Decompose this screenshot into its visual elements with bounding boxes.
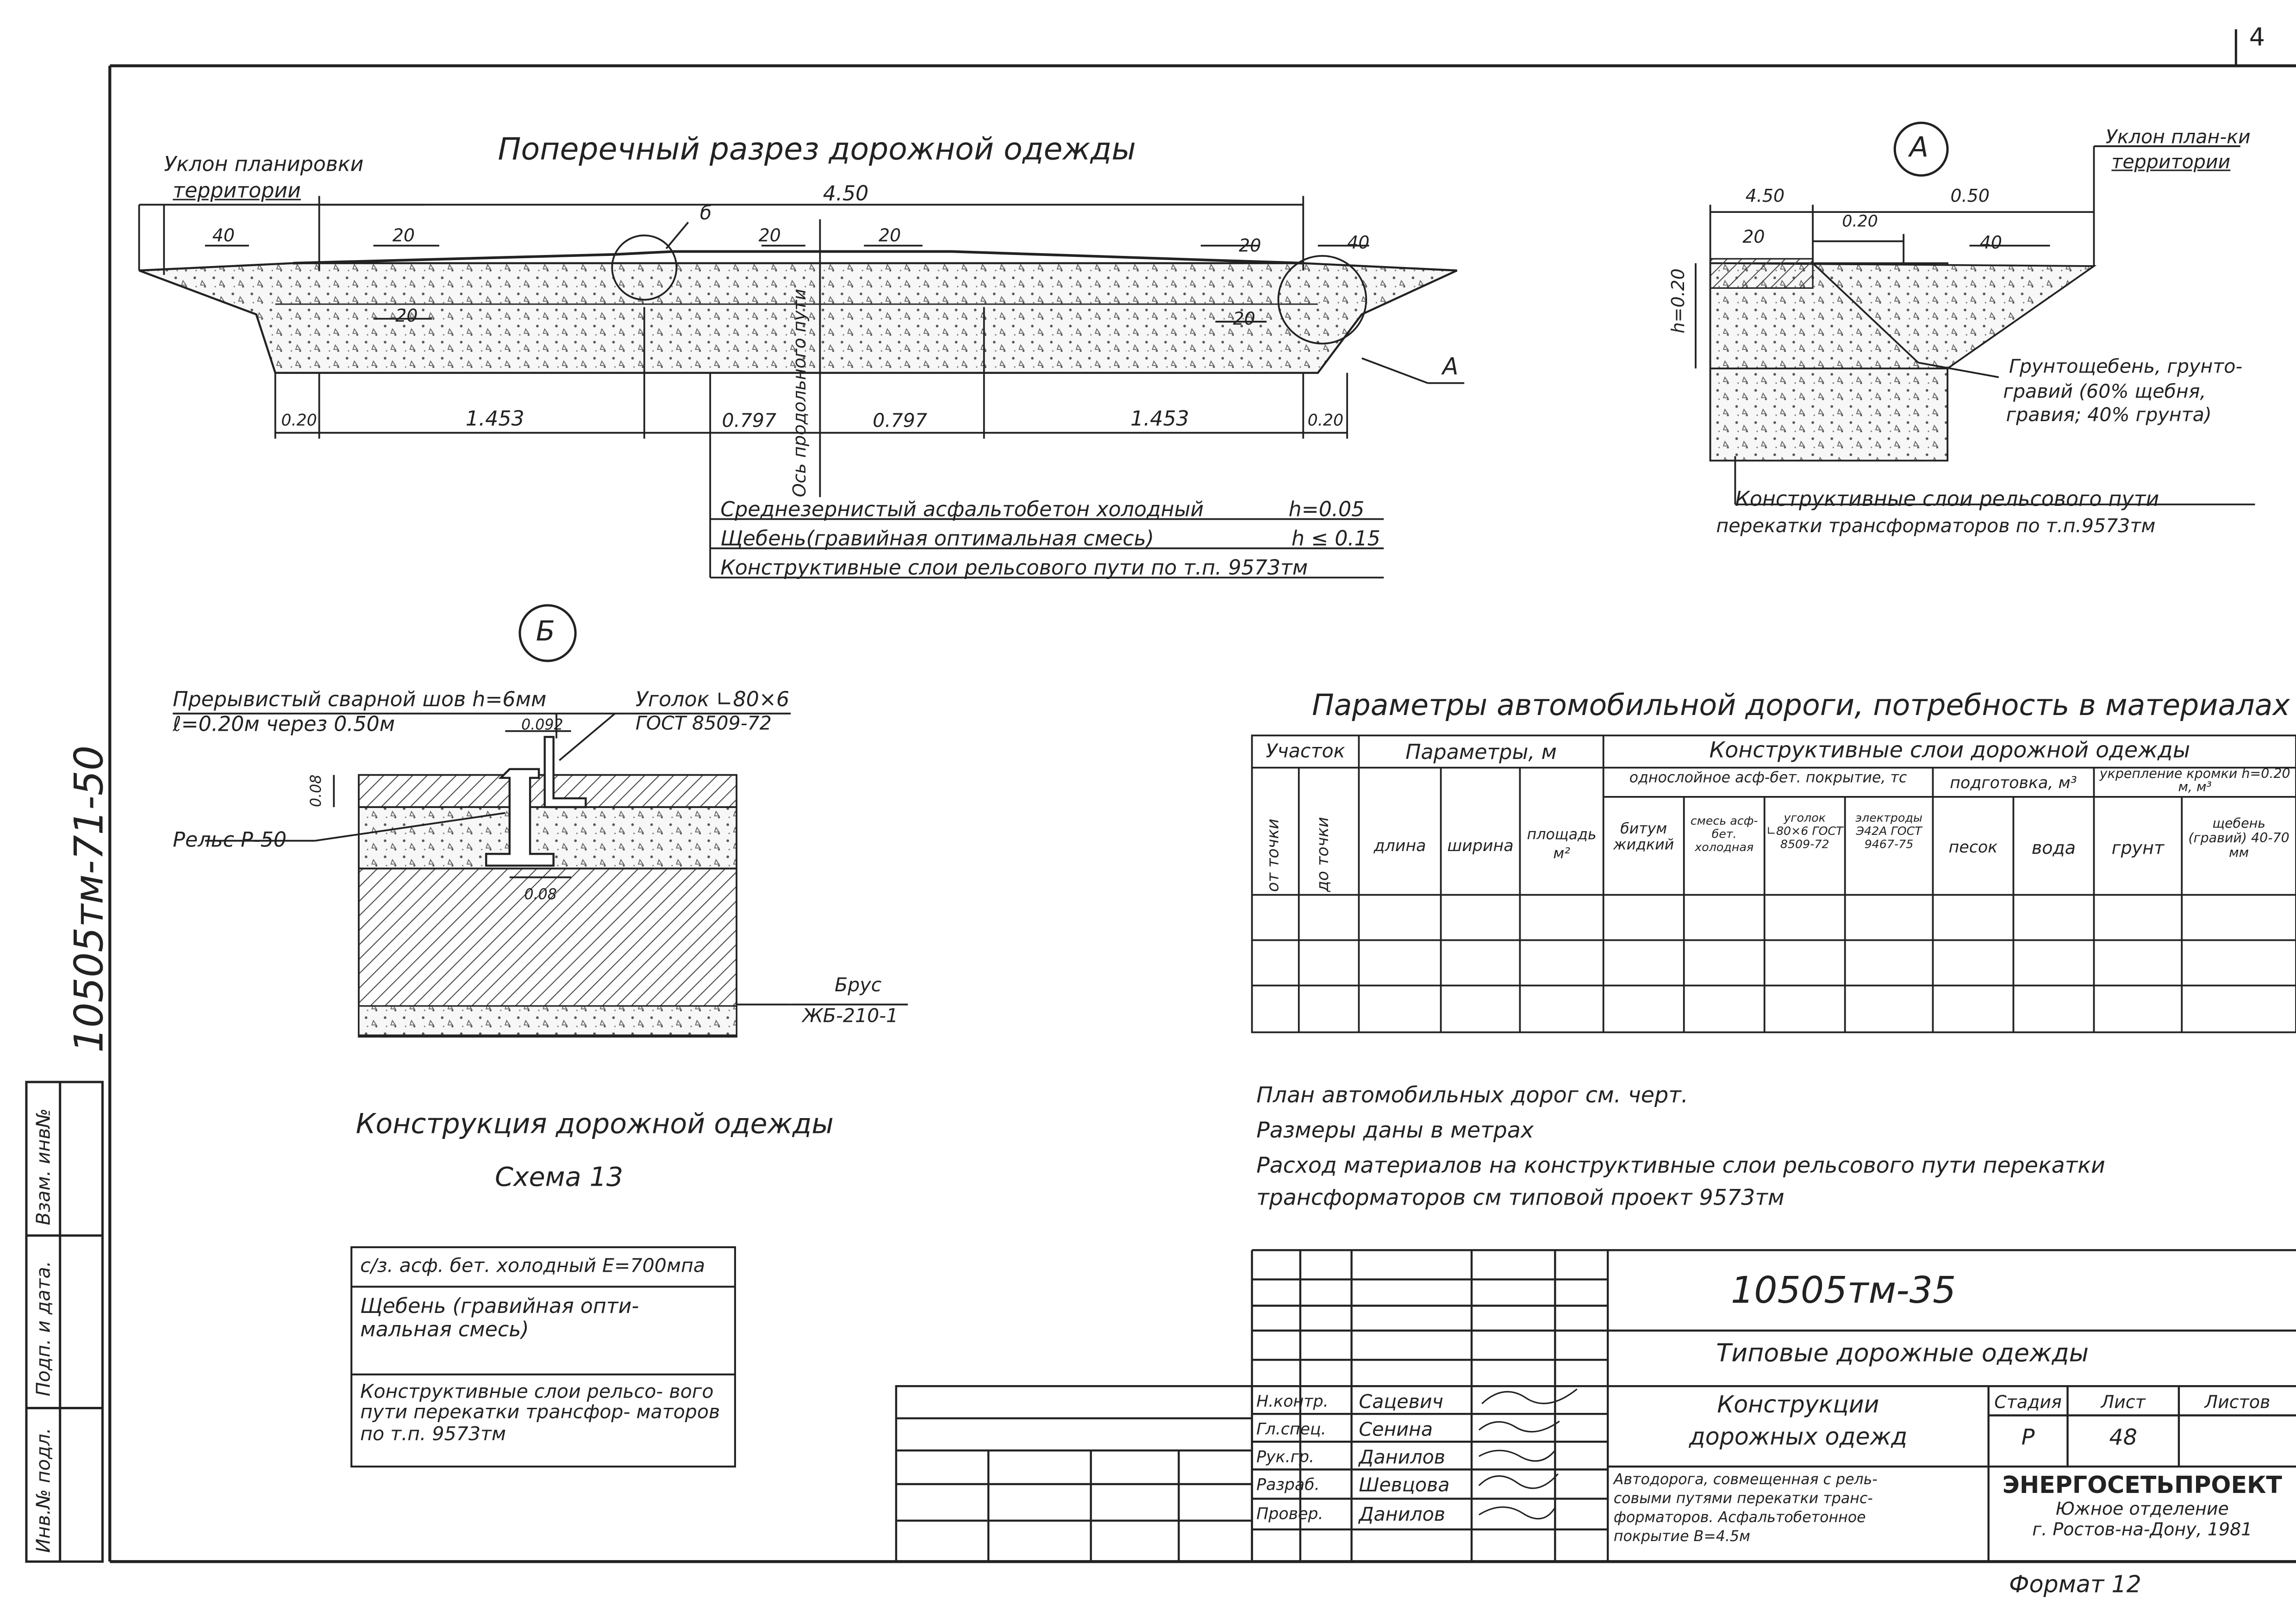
title-desc-line1: Автодорога, совмещенная с рель- — [1613, 1472, 1878, 1489]
dim-label: 20 — [395, 305, 418, 326]
title-org-branch: Южное отделение — [2055, 1499, 2229, 1519]
side-label-inventory: Инв.№ подл. — [33, 1428, 56, 1553]
detail-a-dim: 4.50 — [1745, 186, 1785, 206]
dim-lower: 0.20 — [1307, 410, 1344, 430]
dim-label: 20 — [1233, 308, 1255, 329]
scheme-row-rail-layers: Конструктивные слои рельсо- вого пути перекатки трансфор- маторов по т.п. 9573тм — [360, 1381, 720, 1446]
rail-label: Рельс Р-50 — [173, 829, 287, 852]
signature-role: Разраб. — [1256, 1475, 1320, 1494]
legend-rail-layers: Конструктивные слои рельсового пути по т.п. 9573тм — [720, 557, 1308, 581]
signature-role: Рук.гр. — [1256, 1447, 1315, 1467]
signature-name: Сацевич — [1359, 1392, 1443, 1414]
legend-asphalt-thickness: h=0.05 — [1288, 498, 1365, 522]
dim-lower: 1.453 — [1130, 408, 1189, 432]
detail-b-dim: 0.08 — [309, 774, 325, 808]
params-col-bitumen: битум жидкий — [1613, 821, 1674, 854]
detail-a-dim: 40 — [1979, 232, 2003, 253]
params-col-area: площадь м² — [1527, 827, 1597, 863]
angle-note-line2: ГОСТ 8509-72 — [635, 713, 772, 736]
params-group-layers: Конструктивные слои дорожной одежды — [1709, 737, 2190, 764]
title-sheets-label: Листов — [2204, 1392, 2271, 1413]
params-col-electrodes: электроды Э42А ГОСТ 9467-75 — [1855, 811, 1922, 851]
signature-name: Данилов — [1359, 1505, 1446, 1527]
title-org-city: г. Ростов-на-Дону, 1981 — [2032, 1519, 2252, 1540]
section-a-mark: А — [1442, 352, 1459, 380]
detail-a-dim: 20 — [1742, 226, 1765, 247]
title-stage-label: Стадия — [1994, 1392, 2062, 1413]
dim-lower: 1.453 — [465, 408, 524, 432]
scheme-title: Конструкция дорожной одежды — [356, 1108, 834, 1141]
title-desc-line4: покрытие В=4.5м — [1613, 1529, 1750, 1546]
dim-lower: 0.797 — [873, 410, 928, 433]
detail-a-slope-line1: Уклон план-ки — [2105, 127, 2251, 149]
params-subgroup-asphalt: однослойное асф-бет. покрытие, тс — [1629, 771, 1907, 787]
note-line: Расход материалов на конструктивные слои рельсового пути перекатки — [1256, 1152, 2105, 1179]
slope-note-line2: территории — [173, 180, 301, 204]
signature-role: Провер. — [1256, 1505, 1323, 1524]
scheme-row-asphalt: с/з. асф. бет. холодный Е=700мпа — [360, 1256, 705, 1278]
angle-note-line1: Уголок ∟80×6 — [635, 689, 790, 712]
detail-a-dim: 0.20 — [1842, 212, 1878, 231]
signature-name: Шевцова — [1359, 1475, 1450, 1498]
detail-b-label: Б — [536, 616, 555, 648]
signature-name: Данилов — [1359, 1447, 1446, 1470]
signature-role: Н.контр. — [1256, 1392, 1329, 1411]
beam-label-line1: Брус — [835, 975, 882, 997]
note-line: Размеры даны в метрах — [1256, 1117, 1534, 1144]
weld-note-line1: Прерывистый сварной шов h=6мм — [173, 689, 547, 712]
scheme-subtitle: Схема 13 — [495, 1162, 624, 1194]
params-subgroup-edge: укрепление кромки h=0.20 м, м³ — [2099, 767, 2290, 796]
detail-a-note-line1: Конструктивные слои рельсового пути — [1735, 488, 2159, 512]
dim-label: 20 — [1239, 235, 1261, 256]
dim-total-width: 4.50 — [823, 182, 869, 206]
detail-a-label: А — [1909, 131, 1929, 164]
title-sheet-line1: Конструкции — [1717, 1390, 1879, 1418]
detail-a-height: h=0.20 — [1667, 268, 1689, 334]
title-organization: ЭНЕРГОСЕТЬПРОЕКТ — [2002, 1471, 2282, 1499]
dim-lower: 0.20 — [281, 410, 317, 430]
title-sheet-label: Лист — [2101, 1392, 2146, 1413]
legend-crushed-stone-thickness: h ≤ 0.15 — [1291, 528, 1380, 552]
note-line: План автомобильных дорог см. черт. — [1256, 1082, 1688, 1108]
params-col-asphalt-mix: смесь асф-бет. холодная — [1690, 814, 1758, 853]
title-desc-line3: форматоров. Асфальтобетонное — [1613, 1510, 1866, 1527]
side-label-signature: Подп. и дата. — [33, 1261, 56, 1397]
signature-role: Гл.спец. — [1256, 1419, 1326, 1439]
note-line: трансформаторов см типовой проект 9573тм — [1256, 1184, 1784, 1211]
detail-b-drawing — [173, 605, 908, 1037]
detail-a-note-line2: перекатки трансформаторов по т.п.9573тм — [1716, 516, 2156, 538]
detail-a-slope-line2: территории — [2111, 152, 2231, 174]
dim-label: 40 — [212, 225, 235, 246]
params-col-angle: уголок ∟80×6 ГОСТ 8509-72 — [1766, 811, 1843, 851]
legend-crushed-stone: Щебень(гравийная оптимальная смесь) — [720, 528, 1154, 552]
detail-a-drawing — [1696, 123, 2255, 504]
params-table-title: Параметры автомобильной дороги, потребность в материалах — [1312, 687, 2290, 722]
dim-label: 20 — [878, 225, 901, 246]
params-col-length: длина — [1373, 836, 1426, 856]
page-number: 4 — [2249, 23, 2265, 53]
params-col-soil: грунт — [2111, 838, 2165, 858]
cross-section-title: Поперечный разрез дорожной одежды — [498, 131, 1136, 167]
signature-name: Сенина — [1359, 1419, 1433, 1442]
detail-b-dim: 0.092 — [521, 718, 563, 734]
params-col-water: вода — [2031, 838, 2076, 858]
title-stage-value: Р — [2021, 1424, 2035, 1451]
dim-label: 20 — [392, 225, 415, 246]
axis-label: Ось продольного пути — [789, 288, 810, 497]
side-document-code: 10505тм-71-50 — [67, 745, 113, 1053]
params-col-to: до точки — [1313, 817, 1333, 892]
params-group-section: Участок — [1266, 741, 1345, 764]
weld-note-line2: ℓ=0.20м через 0.50м — [173, 713, 395, 737]
detail-b-marker: б — [700, 203, 712, 225]
beam-label-line2: ЖБ-210-1 — [802, 1006, 898, 1028]
legend-asphalt: Среднезернистый асфальтобетон холодный — [720, 498, 1204, 522]
title-sheet-line2: дорожных одежд — [1689, 1423, 1908, 1451]
dim-lower: 0.797 — [722, 410, 777, 433]
detail-b-dim: 0.08 — [524, 887, 557, 904]
title-doc-code: 10505тм-35 — [1730, 1269, 1956, 1312]
detail-a-callout-line2: гравий (60% щебня, — [2003, 381, 2206, 404]
side-label-replace: Взам. инв№ — [33, 1108, 56, 1225]
params-col-sand: песок — [1948, 838, 1998, 857]
params-group-parameters: Параметры, м — [1405, 741, 1557, 765]
params-col-from: от точки — [1263, 819, 1283, 892]
detail-a-callout-line1: Грунтощебень, грунто- — [2009, 356, 2243, 379]
params-subgroup-preparation: подготовка, м³ — [1950, 773, 2077, 793]
title-desc-line2: совыми путями перекатки транс- — [1613, 1491, 1873, 1508]
detail-a-callout-line3: гравия; 40% грунта) — [2006, 405, 2212, 427]
dim-label: 40 — [1347, 232, 1370, 253]
title-sheet-value: 48 — [2109, 1424, 2137, 1451]
slope-note-line1: Уклон планировки — [164, 153, 364, 177]
detail-a-dim: 0.50 — [1950, 186, 1990, 206]
scheme-row-crushed-stone: Щебень (гравийная опти- мальная смесь) — [360, 1295, 639, 1343]
params-col-crushed-stone: щебень (гравий) 40-70 мм — [2188, 817, 2290, 861]
params-col-width: ширина — [1447, 836, 1514, 856]
title-series: Типовые дорожные одежды — [1716, 1339, 2089, 1369]
sheet-format: Формат 12 — [2009, 1570, 2141, 1598]
dim-label: 20 — [758, 225, 781, 246]
